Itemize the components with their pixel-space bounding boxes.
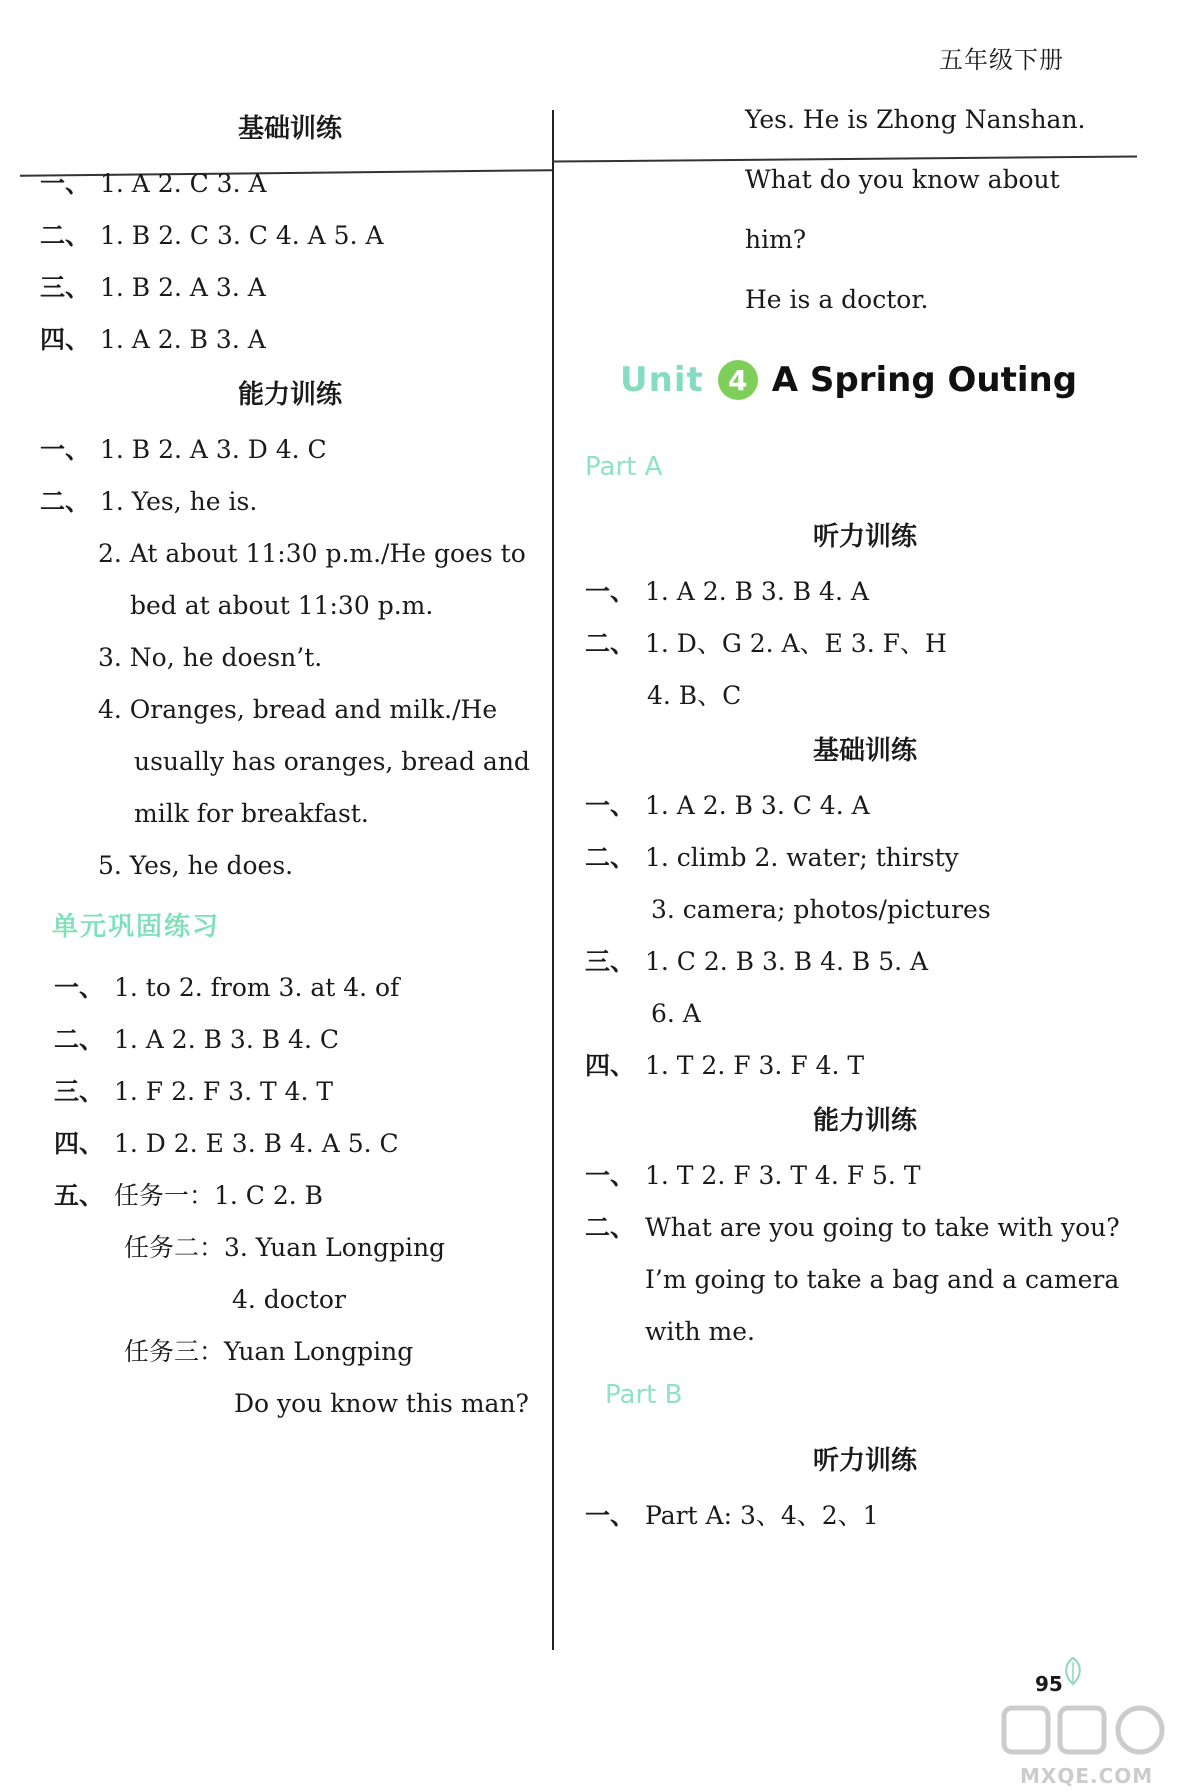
question-number: 二、 bbox=[585, 629, 636, 658]
question-number: 一、 bbox=[40, 435, 91, 464]
answer-text: 任务一：1. C 2. B bbox=[114, 1181, 324, 1210]
question-number: 五、 bbox=[54, 1181, 105, 1210]
question-number: 一、 bbox=[585, 791, 636, 820]
answer-text: 1. D、G 2. A、E 3. F、H bbox=[645, 629, 947, 658]
left-column bbox=[40, 100, 540, 1430]
answer-line: 4. Oranges, bread and milk./He bbox=[98, 695, 498, 724]
answer-row bbox=[40, 962, 540, 1014]
column-divider bbox=[552, 110, 554, 1650]
answer-row bbox=[40, 1066, 540, 1118]
unit-name: A Spring Outing bbox=[771, 360, 1078, 400]
answer-row bbox=[585, 1150, 1145, 1202]
watermark-url: MXQE.COM bbox=[1020, 1764, 1154, 1788]
answer-text: 1. Yes, he is. bbox=[100, 487, 258, 516]
unit-title bbox=[585, 330, 1145, 430]
question-number: 一、 bbox=[40, 169, 91, 198]
answer-text: 1. A 2. B 3. A bbox=[100, 325, 266, 354]
answer-line: I’m going to take a bag and a camera bbox=[645, 1265, 1120, 1294]
answer-text: 1. F 2. F 3. T 4. T bbox=[114, 1077, 334, 1106]
part-b-label: Part B bbox=[605, 1380, 683, 1410]
answer-line: 3. No, he doesn’t. bbox=[98, 643, 323, 672]
question-number: 二、 bbox=[40, 221, 91, 250]
answer-row bbox=[585, 1490, 1145, 1542]
answer-line: 5. Yes, he does. bbox=[98, 851, 294, 880]
answer-line: with me. bbox=[645, 1317, 755, 1346]
leaf-icon bbox=[1062, 1656, 1084, 1686]
answer-text: 1. A 2. B 3. B 4. A bbox=[645, 577, 869, 606]
answer-line: Yes. He is Zhong Nanshan. bbox=[745, 105, 1086, 134]
question-number: 三、 bbox=[54, 1077, 105, 1106]
section-heading: 能力训练 bbox=[237, 380, 342, 410]
section-heading: 听力训练 bbox=[812, 522, 917, 552]
answer-text: 1. climb 2. water; thirsty bbox=[645, 843, 959, 872]
answer-line: 任务二：3. Yuan Longping bbox=[124, 1233, 446, 1262]
answer-text: 1. A 2. C 3. A bbox=[100, 169, 267, 198]
answer-line: usually has oranges, bread and bbox=[134, 747, 530, 776]
answer-row bbox=[40, 1170, 540, 1222]
grade-label: 五年级下册 bbox=[939, 46, 1064, 74]
answer-line: Do you know this man? bbox=[234, 1389, 529, 1418]
answer-row bbox=[585, 1202, 1145, 1254]
answer-row bbox=[40, 1118, 540, 1170]
section-heading: 听力训练 bbox=[812, 1446, 917, 1476]
answer-row bbox=[40, 262, 540, 314]
answer-line: 4. doctor bbox=[232, 1285, 346, 1314]
question-number: 四、 bbox=[54, 1129, 105, 1158]
section-heading: 基础训练 bbox=[237, 114, 342, 144]
part-a-label: Part A bbox=[585, 452, 663, 482]
answer-line: 2. At about 11:30 p.m./He goes to bbox=[98, 539, 526, 568]
answer-row bbox=[40, 424, 540, 476]
answer-line: He is a doctor. bbox=[745, 285, 929, 314]
answer-text: 1. T 2. F 3. F 4. T bbox=[645, 1051, 865, 1080]
answer-row bbox=[585, 618, 1145, 670]
question-number: 四、 bbox=[585, 1051, 636, 1080]
answer-row bbox=[585, 1040, 1145, 1092]
question-number: 一、 bbox=[585, 1161, 636, 1190]
answer-line: 任务三：Yuan Longping bbox=[124, 1337, 414, 1366]
answer-row bbox=[40, 476, 540, 528]
answer-row bbox=[40, 314, 540, 366]
answer-text: 1. to 2. from 3. at 4. of bbox=[114, 973, 400, 1002]
page-number: 95 bbox=[1035, 1672, 1063, 1696]
section-heading: 基础训练 bbox=[812, 736, 917, 766]
answer-text: Part A: 3、4、2、1 bbox=[645, 1501, 879, 1530]
answer-text: 1. B 2. C 3. C 4. A 5. A bbox=[100, 221, 384, 250]
answer-row bbox=[585, 566, 1145, 618]
question-number: 一、 bbox=[585, 1501, 636, 1530]
answer-line: What do you know about bbox=[745, 165, 1060, 194]
question-number: 四、 bbox=[40, 325, 91, 354]
answer-line: 6. A bbox=[651, 999, 701, 1028]
answer-text: 1. C 2. B 3. B 4. B 5. A bbox=[645, 947, 929, 976]
answer-text: 1. A 2. B 3. C 4. A bbox=[645, 791, 870, 820]
question-number: 一、 bbox=[54, 973, 105, 1002]
answer-line: 4. B、C bbox=[647, 681, 742, 710]
unit-word: Unit bbox=[620, 360, 704, 400]
answer-row bbox=[40, 210, 540, 262]
answer-text: 1. B 2. A 3. A bbox=[100, 273, 266, 302]
section-heading: 能力训练 bbox=[812, 1106, 917, 1136]
answer-text: What are you going to take with you? bbox=[645, 1213, 1120, 1242]
answer-text: 1. B 2. A 3. D 4. C bbox=[100, 435, 327, 464]
answer-line: 3. camera; photos/pictures bbox=[651, 895, 991, 924]
question-number: 二、 bbox=[54, 1025, 105, 1054]
answer-row bbox=[585, 936, 1145, 988]
answer-row bbox=[40, 158, 540, 210]
unit-number-badge: 4 bbox=[718, 360, 758, 400]
answer-text: 1. T 2. F 3. T 4. F 5. T bbox=[645, 1161, 921, 1190]
watermark-logo-icon bbox=[1000, 1700, 1170, 1760]
answer-text: 1. A 2. B 3. B 4. C bbox=[114, 1025, 339, 1054]
question-number: 三、 bbox=[585, 947, 636, 976]
right-column bbox=[585, 90, 1145, 1542]
answer-row bbox=[585, 832, 1145, 884]
question-number: 二、 bbox=[585, 843, 636, 872]
answer-line: bed at about 11:30 p.m. bbox=[130, 591, 434, 620]
unit-review-heading: 单元巩固练习 bbox=[52, 912, 221, 942]
answer-row bbox=[585, 780, 1145, 832]
question-number: 一、 bbox=[585, 577, 636, 606]
question-number: 二、 bbox=[585, 1213, 636, 1242]
answer-text: 1. D 2. E 3. B 4. A 5. C bbox=[114, 1129, 399, 1158]
question-number: 二、 bbox=[40, 487, 91, 516]
answer-line: milk for breakfast. bbox=[134, 799, 369, 828]
question-number: 三、 bbox=[40, 273, 91, 302]
answer-line: him? bbox=[745, 225, 807, 254]
answer-row bbox=[40, 1014, 540, 1066]
watermark bbox=[1000, 1700, 1170, 1788]
